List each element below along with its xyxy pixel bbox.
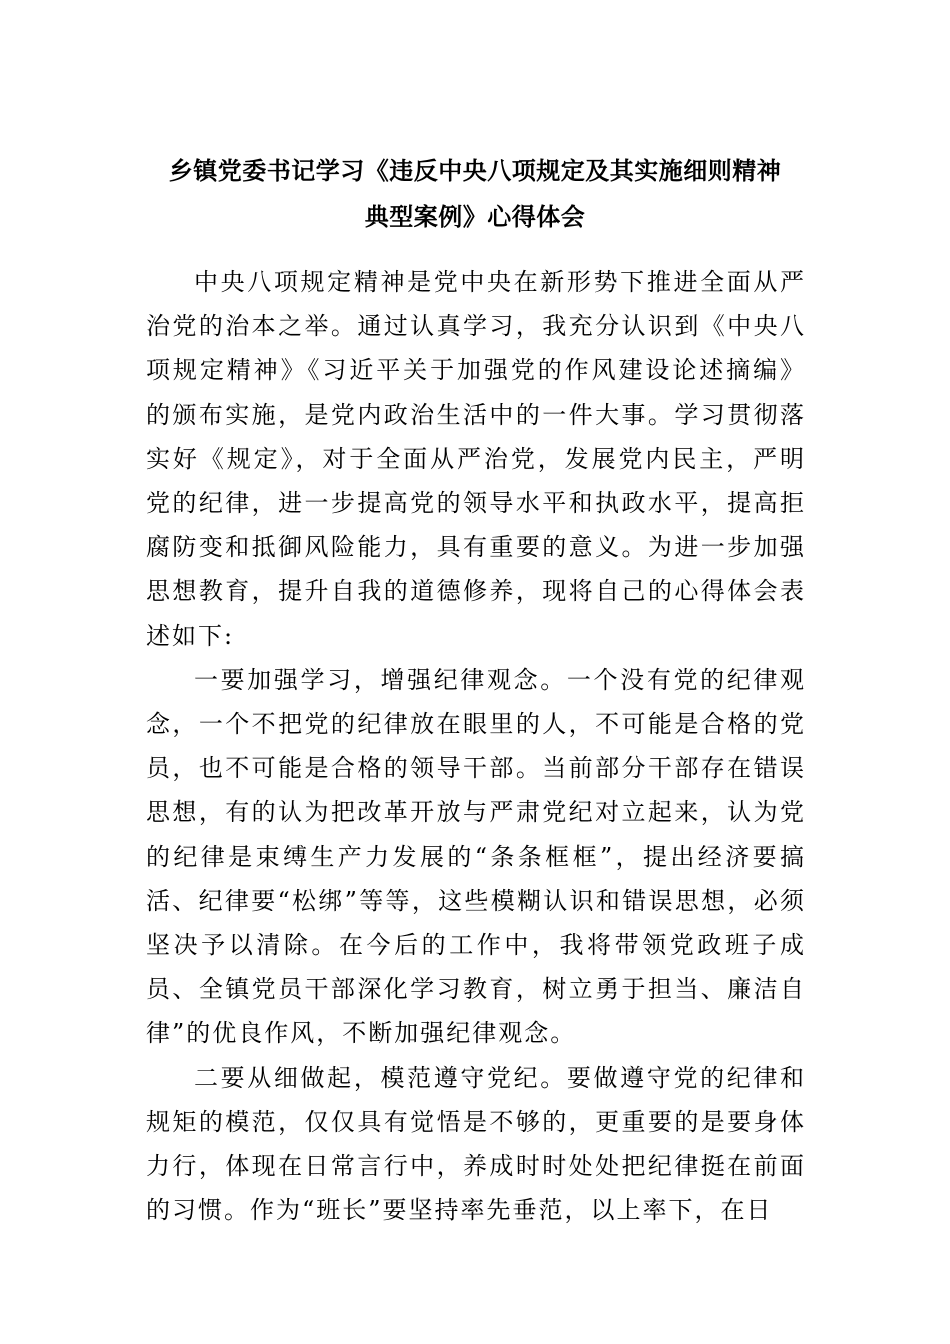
paragraph-intro: 中央八项规定精神是党中央在新形势下推进全面从严治党的治本之举。通过认真学习，我充分认识到《中央八项规定精神》《习近平关于加强党的作风建设论述摘编》的颁布实施，是党内政治生活中的一件大事。学习贯彻落实好《规定》，对于全面从严治党，发展党内民主，严明党的纪律，进一步提高党的领导水平和执政水平，提高拒腐防变和抵御风险能力，具有重要的意义。为进一步加强思想教育，提升自我的道德修养，现将自己的心得体会表述如下: (146, 268, 806, 650)
document-body (146, 260, 806, 1232)
paragraph-point-2: 二要从细做起，模范遵守党纪。要做遵守党的纪律和规矩的模范，仅仅具有觉悟是不够的，更重要的是要身体力行，体现在日常言行中，养成时时处处把纪律挺在前面的习惯。作为“班长”要坚持率先垂范，以上率下，在日 (146, 1063, 806, 1225)
title-line-2: 典型案例》心得体会 (364, 202, 586, 231)
title-line-1: 乡镇党委书记学习《违反中央八项规定及其实施细则精神 (168, 156, 782, 185)
document-title (130, 148, 820, 240)
paragraph-point-1: 一要加强学习，增强纪律观念。一个没有党的纪律观念，一个不把党的纪律放在眼里的人，不可能是合格的党员，也不可能是合格的领导干部。当前部分干部存在错误思想，有的认为把改革开放与严肃党纪对立起来，认为党的纪律是束缚生产力发展的“条条框框”，提出经济要搞活、纪律要“松绑”等等，这些模糊认识和错误思想，必须坚决予以清除。在今后的工作中，我将带领党政班子成员、全镇党员干部深化学习教育，树立勇于担当、廉洁自律”的优良作风，不断加强纪律观念。 (146, 665, 806, 1048)
